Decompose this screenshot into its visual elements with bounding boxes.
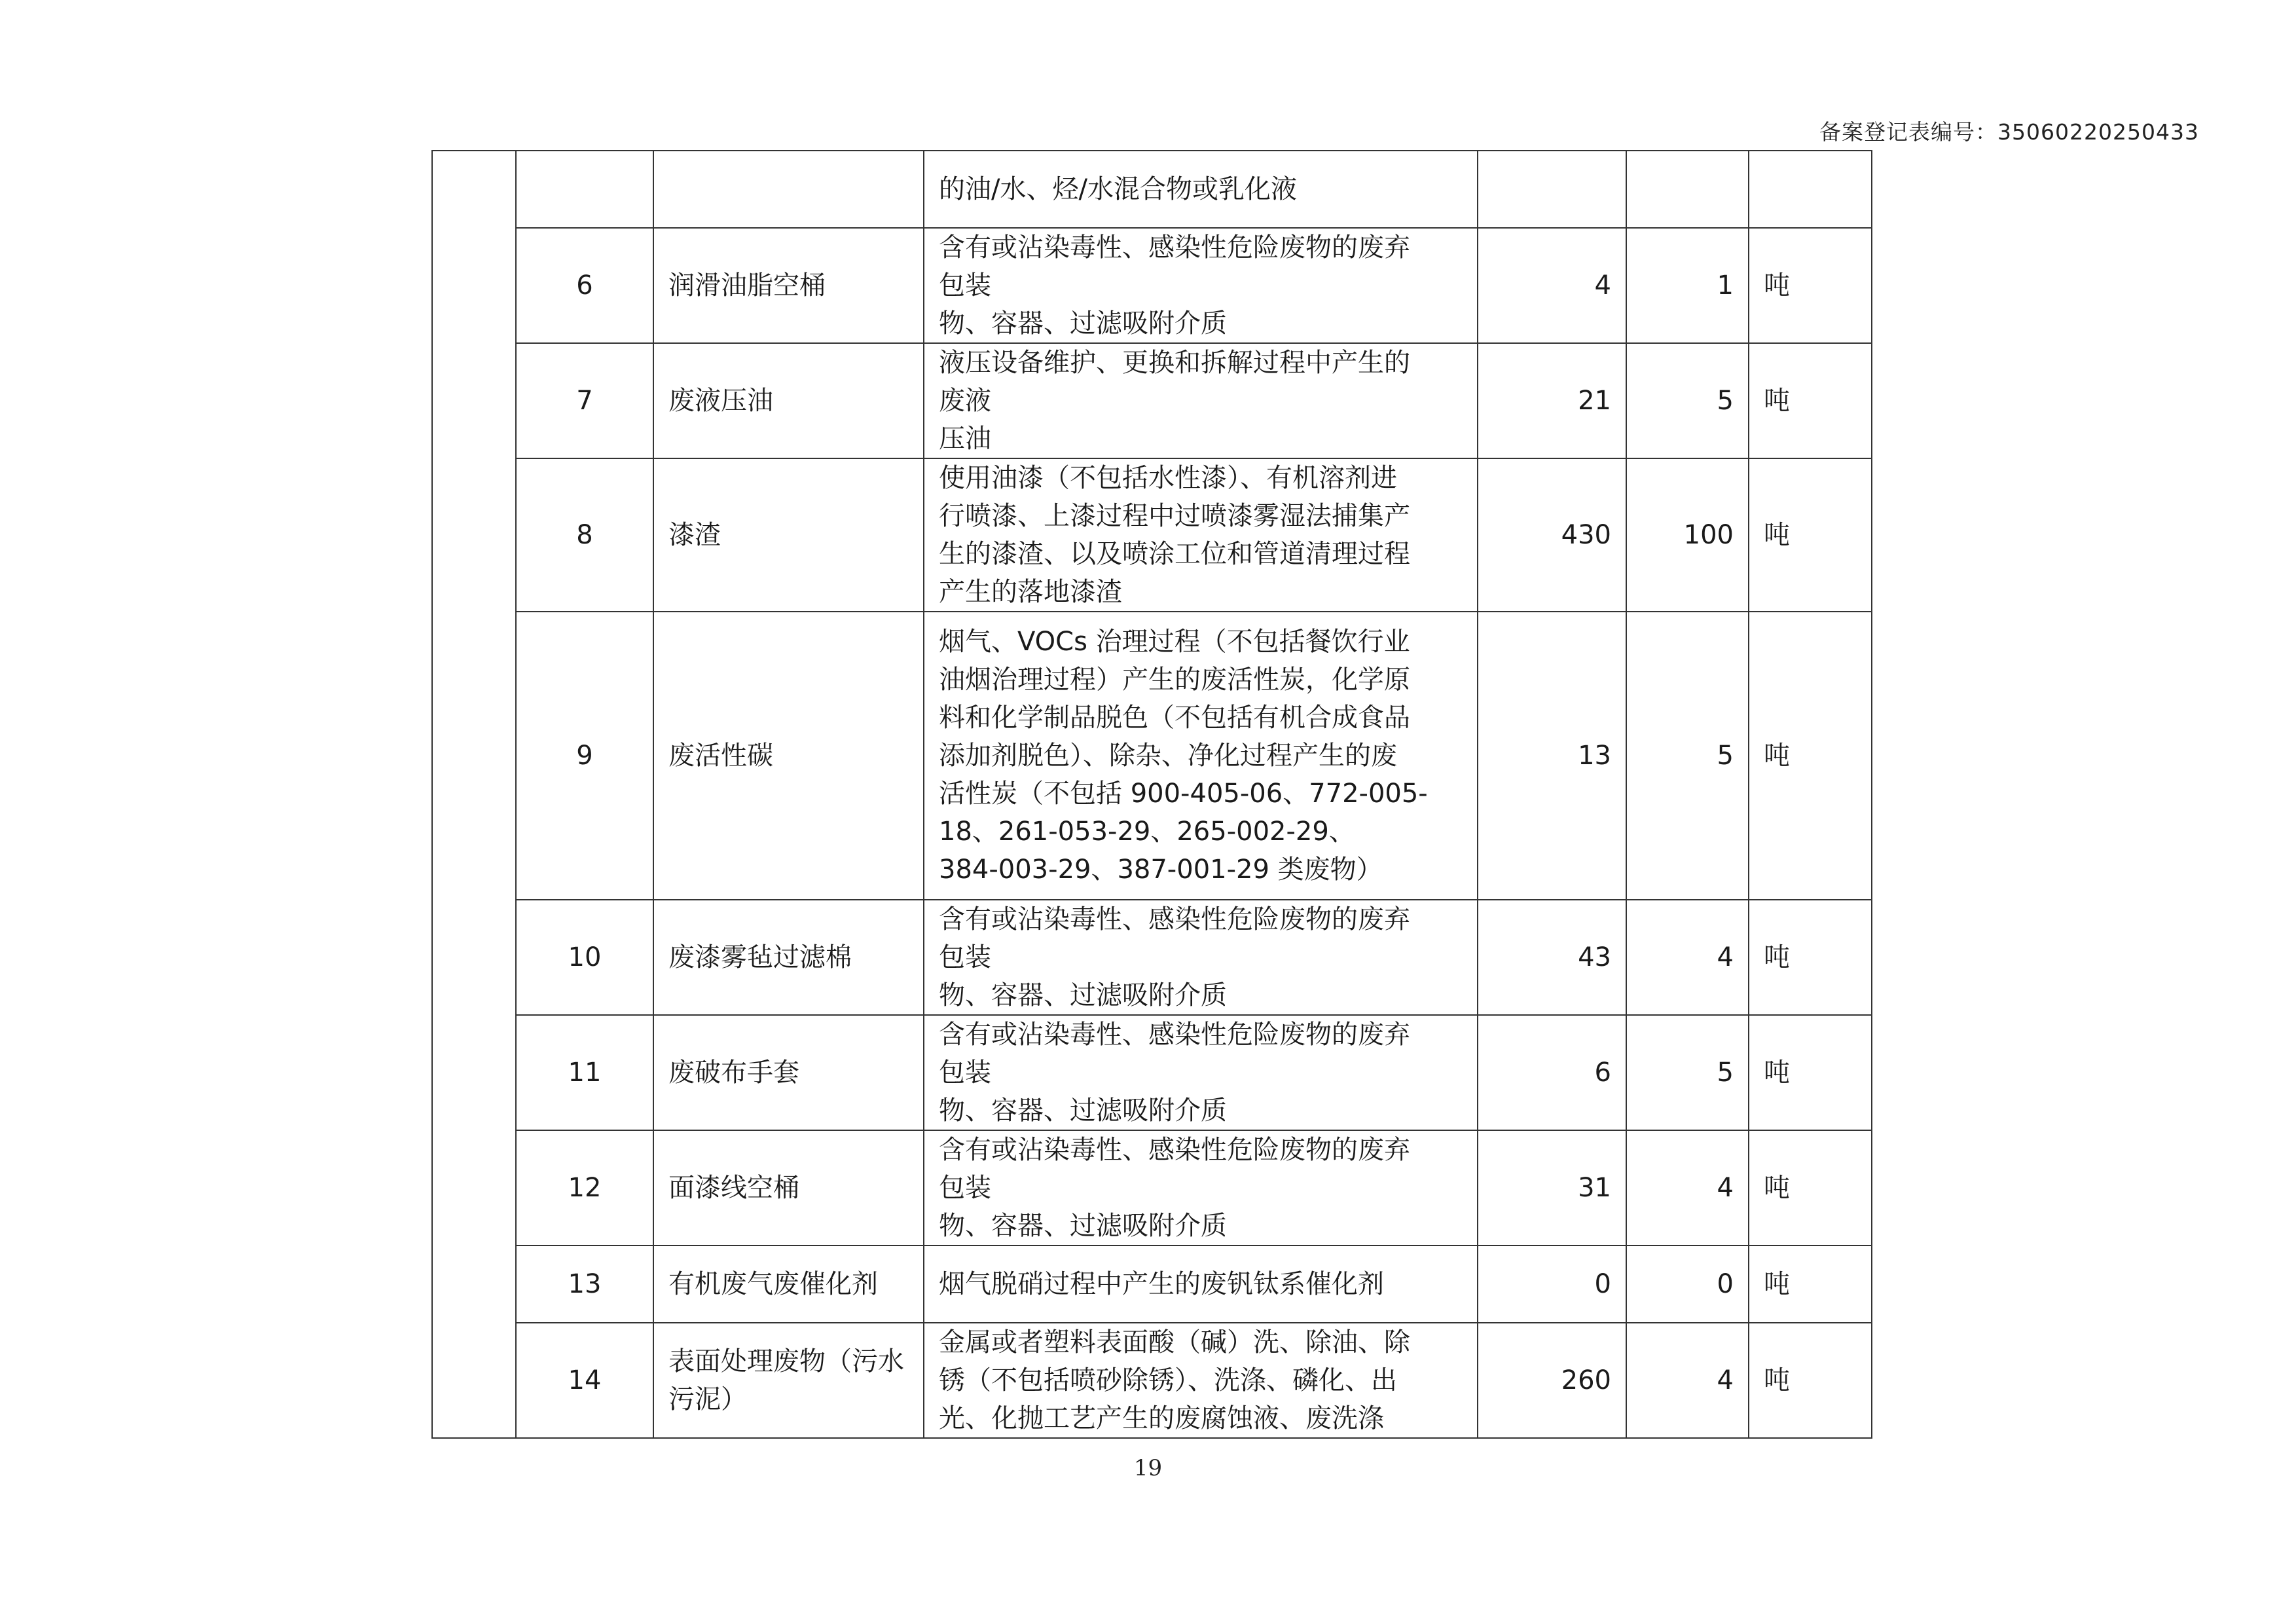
description-line: 料和化学制品脱色（不包括有机合成食品 bbox=[939, 703, 1410, 733]
description-line: 18、261-053-29、265-002-29、 bbox=[939, 817, 1355, 847]
waste-name: 废活性碳 bbox=[653, 612, 924, 900]
waste-description bbox=[924, 343, 1478, 458]
table-row bbox=[432, 1130, 1872, 1246]
waste-name bbox=[653, 151, 924, 228]
page-number: 19 bbox=[1133, 1455, 1163, 1481]
description-line: 包装 bbox=[939, 1173, 991, 1203]
quantity-stored: 5 bbox=[1626, 343, 1749, 458]
table-row bbox=[432, 612, 1872, 900]
unit: 吨 bbox=[1749, 1246, 1872, 1323]
category-cell bbox=[432, 151, 516, 1438]
unit: 吨 bbox=[1749, 1015, 1872, 1130]
description-line: 包装 bbox=[939, 1058, 991, 1088]
description-line: 烟气脱硝过程中产生的废钒钛系催化剂 bbox=[939, 1269, 1384, 1299]
quantity-produced: 260 bbox=[1478, 1323, 1626, 1438]
row-number: 10 bbox=[516, 900, 653, 1015]
quantity-stored: 4 bbox=[1626, 1130, 1749, 1246]
row-number: 7 bbox=[516, 343, 653, 458]
description-line: 生的漆渣、以及喷涂工位和管道清理过程 bbox=[939, 539, 1410, 569]
description-line: 行喷漆、上漆过程中过喷漆雾湿法捕集产 bbox=[939, 501, 1410, 531]
row-number: 13 bbox=[516, 1246, 653, 1323]
waste-description bbox=[924, 1323, 1478, 1438]
waste-name: 漆渣 bbox=[653, 458, 924, 612]
hazardous-waste-table bbox=[431, 150, 1872, 1439]
waste-description bbox=[924, 458, 1478, 612]
table-row bbox=[432, 1246, 1872, 1323]
table-row bbox=[432, 1323, 1872, 1438]
registration-number: 备案登记表编号：35060220250433 bbox=[1819, 119, 2199, 145]
unit: 吨 bbox=[1749, 1130, 1872, 1246]
quantity-stored: 5 bbox=[1626, 612, 1749, 900]
waste-name: 面漆线空桶 bbox=[653, 1130, 924, 1246]
description-line: 的油/水、烃/水混合物或乳化液 bbox=[939, 174, 1297, 204]
table-row bbox=[432, 151, 1872, 228]
row-number: 6 bbox=[516, 228, 653, 343]
description-line: 包装 bbox=[939, 942, 991, 972]
waste-description bbox=[924, 612, 1478, 900]
quantity-stored: 1 bbox=[1626, 228, 1749, 343]
quantity-produced: 43 bbox=[1478, 900, 1626, 1015]
row-number: 8 bbox=[516, 458, 653, 612]
description-line: 产生的落地漆渣 bbox=[939, 577, 1122, 607]
quantity-stored bbox=[1626, 151, 1749, 228]
table-row bbox=[432, 1015, 1872, 1130]
quantity-produced: 31 bbox=[1478, 1130, 1626, 1246]
description-line: 金属或者塑料表面酸（碱）洗、除油、除 bbox=[939, 1327, 1410, 1357]
quantity-produced: 21 bbox=[1478, 343, 1626, 458]
quantity-produced: 430 bbox=[1478, 458, 1626, 612]
waste-description bbox=[924, 1130, 1478, 1246]
quantity-stored: 100 bbox=[1626, 458, 1749, 612]
unit: 吨 bbox=[1749, 900, 1872, 1015]
row-number: 9 bbox=[516, 612, 653, 900]
unit: 吨 bbox=[1749, 612, 1872, 900]
description-line: 含有或沾染毒性、感染性危险废物的废弃 bbox=[939, 904, 1410, 934]
description-line: 烟气、VOCs 治理过程（不包括餐饮行业 bbox=[939, 627, 1410, 657]
table-row bbox=[432, 900, 1872, 1015]
description-line: 物、容器、过滤吸附介质 bbox=[939, 980, 1227, 1010]
unit: 吨 bbox=[1749, 343, 1872, 458]
unit: 吨 bbox=[1749, 458, 1872, 612]
quantity-produced: 6 bbox=[1478, 1015, 1626, 1130]
waste-name: 废破布手套 bbox=[653, 1015, 924, 1130]
unit bbox=[1749, 151, 1872, 228]
quantity-produced bbox=[1478, 151, 1626, 228]
quantity-produced: 13 bbox=[1478, 612, 1626, 900]
waste-description bbox=[924, 228, 1478, 343]
table-row bbox=[432, 458, 1872, 612]
unit: 吨 bbox=[1749, 1323, 1872, 1438]
description-line: 使用油漆（不包括水性漆）、有机溶剂进 bbox=[939, 463, 1397, 493]
description-line: 添加剂脱色）、除杂、净化过程产生的废 bbox=[939, 741, 1397, 771]
description-line: 压油 bbox=[939, 424, 991, 454]
waste-name: 废漆雾毡过滤棉 bbox=[653, 900, 924, 1015]
waste-name: 表面处理废物（污水污泥） bbox=[653, 1323, 924, 1438]
quantity-stored: 0 bbox=[1626, 1246, 1749, 1323]
quantity-stored: 5 bbox=[1626, 1015, 1749, 1130]
waste-name: 有机废气废催化剂 bbox=[653, 1246, 924, 1323]
table-row bbox=[432, 228, 1872, 343]
description-line: 含有或沾染毒性、感染性危险废物的废弃 bbox=[939, 1020, 1410, 1050]
table-row bbox=[432, 343, 1872, 458]
description-line: 384-003-29、387-001-29 类废物） bbox=[939, 855, 1383, 885]
row-number bbox=[516, 151, 653, 228]
description-line: 活性炭（不包括 900-405-06、772-005- bbox=[939, 779, 1428, 809]
waste-description bbox=[924, 1246, 1478, 1323]
description-line: 锈（不包括喷砂除锈）、洗涤、磷化、出 bbox=[939, 1365, 1397, 1395]
waste-description bbox=[924, 900, 1478, 1015]
row-number: 11 bbox=[516, 1015, 653, 1130]
description-line: 废液 bbox=[939, 386, 991, 416]
description-line: 物、容器、过滤吸附介质 bbox=[939, 1096, 1227, 1126]
description-line: 物、容器、过滤吸附介质 bbox=[939, 308, 1227, 339]
description-line: 包装 bbox=[939, 270, 991, 301]
waste-description bbox=[924, 151, 1478, 228]
waste-description bbox=[924, 1015, 1478, 1130]
quantity-stored: 4 bbox=[1626, 900, 1749, 1015]
description-line: 油烟治理过程）产生的废活性炭，化学原 bbox=[939, 665, 1410, 695]
description-line: 物、容器、过滤吸附介质 bbox=[939, 1211, 1227, 1241]
row-number: 14 bbox=[516, 1323, 653, 1438]
description-line: 含有或沾染毒性、感染性危险废物的废弃 bbox=[939, 1135, 1410, 1165]
description-line: 光、化抛工艺产生的废腐蚀液、废洗涤 bbox=[939, 1403, 1384, 1433]
description-line: 液压设备维护、更换和拆解过程中产生的 bbox=[939, 348, 1410, 378]
quantity-produced: 4 bbox=[1478, 228, 1626, 343]
description-line: 含有或沾染毒性、感染性危险废物的废弃 bbox=[939, 232, 1410, 263]
quantity-produced: 0 bbox=[1478, 1246, 1626, 1323]
waste-name: 润滑油脂空桶 bbox=[653, 228, 924, 343]
unit: 吨 bbox=[1749, 228, 1872, 343]
quantity-stored: 4 bbox=[1626, 1323, 1749, 1438]
waste-name: 废液压油 bbox=[653, 343, 924, 458]
row-number: 12 bbox=[516, 1130, 653, 1246]
